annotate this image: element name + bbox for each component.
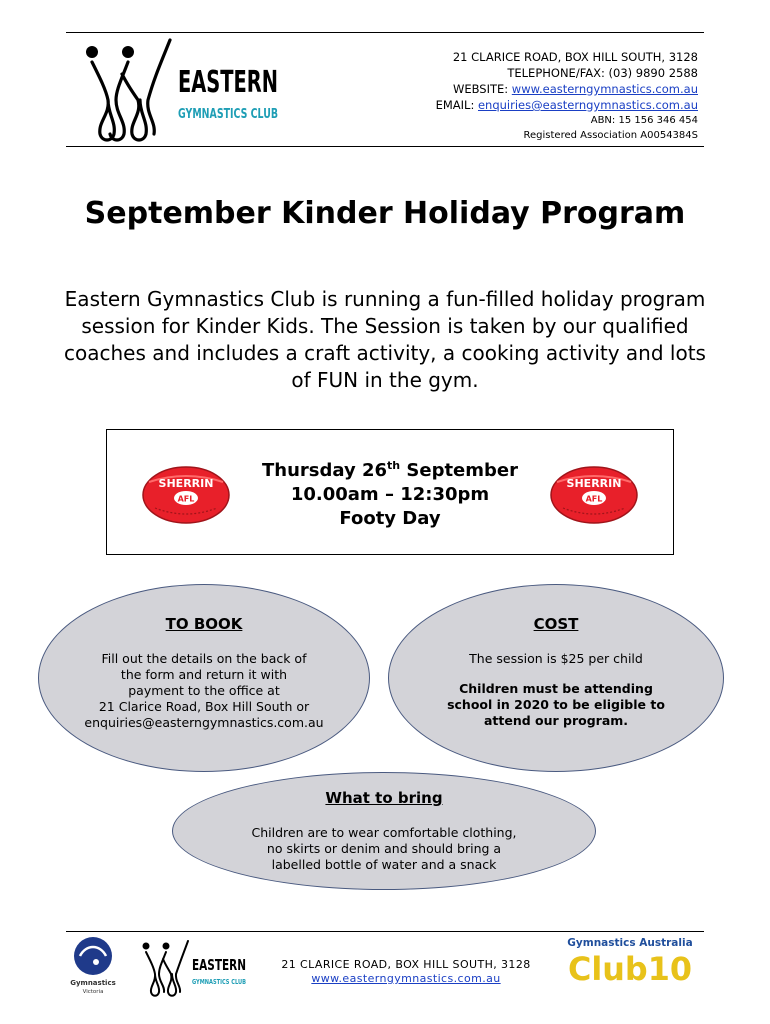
eastern-gymnastics-logo <box>78 38 288 142</box>
event-time: 10.00am – 12:30pm <box>290 484 490 505</box>
ball-badge-text: AFL <box>585 494 603 504</box>
contact-website: WEBSITE: www.easterngymnastics.com.au <box>452 82 698 96</box>
cost-ellipse <box>388 584 724 772</box>
cost-price: The session is $25 per child <box>469 651 643 666</box>
svg-text:Victoria: Victoria <box>82 989 104 995</box>
footer-contact <box>256 958 556 986</box>
ball-badge-text: AFL <box>177 494 195 504</box>
website-link[interactable]: www.easterngymnastics.com.au <box>511 82 698 96</box>
to-book-details: Fill out the details on the back of the form and return it with payment to the office at 21 Clarice Road, Box Hill South or enquiries@easterngymnastics.com.au <box>39 651 369 731</box>
svg-text:GYMNASTICS CLUB: GYMNASTICS CLUB <box>192 978 246 986</box>
event-theme: Footy Day <box>339 508 441 529</box>
svg-text:Gymnastics Australia: Gymnastics Australia <box>567 937 693 949</box>
event-date: Thursday 26th September <box>262 459 518 481</box>
ball-brand-text: SHERRIN <box>158 477 214 490</box>
footer-rule <box>66 931 704 932</box>
to-book-heading: TO BOOK <box>165 615 243 633</box>
what-to-bring-details: Children are to wear comfortable clothing, no skirts or denim and should bring a labelled bottle of water and a snack <box>251 825 517 872</box>
contact-address: 21 CLARICE ROAD, BOX HILL SOUTH, 3128 <box>452 50 698 64</box>
footer-website-link[interactable]: www.easterngymnastics.com.au <box>311 972 501 985</box>
event-box <box>106 429 674 555</box>
to-book-email: enquiries@easterngymnastics.com.au <box>84 715 324 730</box>
contact-email: EMAIL: enquiries@easterngymnastics.com.au <box>435 98 698 112</box>
cost-eligibility-note: Children must be attending school in 2020 to be eligible to attend our program. <box>447 681 665 728</box>
cost-heading: COST <box>533 615 579 633</box>
football-icon <box>549 464 639 526</box>
logo-text-gymnastics-club: GYMNASTICS CLUB <box>178 107 278 122</box>
eastern-gymnastics-footer-logo <box>140 940 250 998</box>
header-bottom-rule <box>66 146 704 147</box>
svg-text:Club10: Club10 <box>568 950 692 988</box>
svg-text:Gymnastics: Gymnastics <box>70 979 116 987</box>
contact-phone: TELEPHONE/FAX: (03) 9890 2588 <box>507 66 698 80</box>
contact-abn: ABN: 15 156 346 454 <box>590 115 698 126</box>
footer-address: 21 CLARICE ROAD, BOX HILL SOUTH, 3128 <box>281 958 531 971</box>
intro-paragraph: Eastern Gymnastics Club is running a fun-filled holiday program session for Kinder Kids. The Session is taken by our qualified coaches and includes a craft activity, a cooking activity and lots of FUN in the gym. <box>64 287 706 392</box>
what-to-bring-heading: What to bring <box>325 789 443 807</box>
header-top-rule <box>66 32 704 33</box>
svg-text:EASTERN: EASTERN <box>192 956 246 974</box>
to-book-ellipse <box>38 584 370 772</box>
gymnastics-victoria-logo <box>66 934 120 996</box>
gymnastics-australia-club10-logo <box>560 934 700 990</box>
contact-registered: Registered Association A0054384S <box>523 130 698 141</box>
logo-text-eastern: EASTERN <box>178 65 278 100</box>
page-title: September Kinder Holiday Program <box>84 196 686 231</box>
contact-block <box>436 49 698 143</box>
what-to-bring-ellipse <box>172 772 596 890</box>
email-link[interactable]: enquiries@easterngymnastics.com.au <box>477 98 698 112</box>
ball-brand-text: SHERRIN <box>566 477 622 490</box>
